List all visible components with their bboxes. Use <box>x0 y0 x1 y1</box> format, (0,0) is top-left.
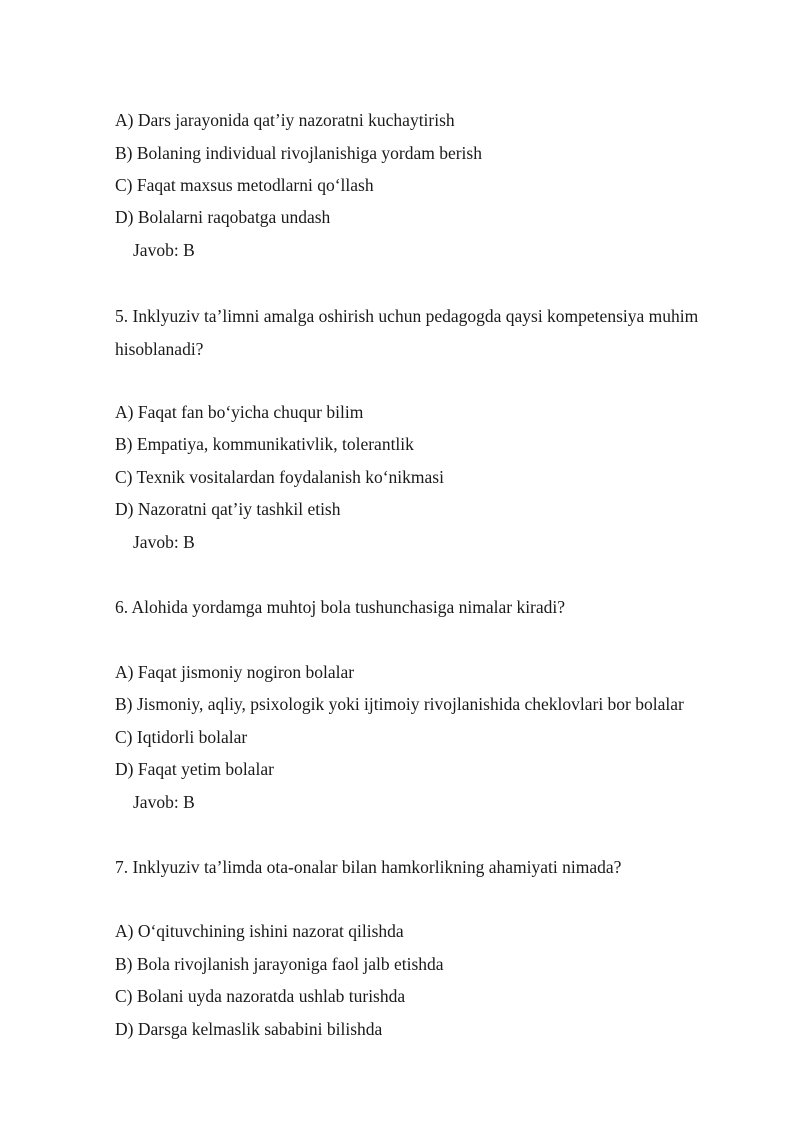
q6-option-b: B) Jismoniy, aqliy, psixologik yoki ijtimoiy rivojlanishida cheklovlari bor bolalar <box>115 694 684 714</box>
q6-question: 6. Alohida yordamga muhtoj bola tushunchasiga nimalar kiradi? <box>115 597 566 617</box>
q5-option-b: B) Empatiya, kommunikativlik, tolerantlik <box>115 434 414 454</box>
q7-option-c: C) Bolani uyda nazoratda ushlab turishda <box>115 986 406 1006</box>
q4-option-d: D) Bolalarni raqobatga undash <box>115 207 331 227</box>
q5-option-c: C) Texnik vositalardan foydalanish ko‘nikmasi <box>115 467 444 487</box>
q5-question-line1: 5. Inklyuziv ta’limni amalga oshirish uchun pedagogda qaysi kompetensiya muhim <box>115 306 699 326</box>
q7-option-a: A) O‘qituvchining ishini nazorat qilishda <box>115 921 404 941</box>
q4-option-c: C) Faqat maxsus metodlarni qo‘llash <box>115 175 374 195</box>
q5-answer: Javob: B <box>133 532 195 552</box>
q7-option-d: D) Darsga kelmaslik sababini bilishda <box>115 1019 383 1039</box>
q6-answer: Javob: B <box>133 792 195 812</box>
q6-option-d: D) Faqat yetim bolalar <box>115 759 274 779</box>
q6-option-a: A) Faqat jismoniy nogiron bolalar <box>115 662 355 682</box>
q6-option-c: C) Iqtidorli bolalar <box>115 727 248 747</box>
q4-answer: Javob: B <box>133 240 195 260</box>
q4-option-b: B) Bolaning individual rivojlanishiga yordam berish <box>115 143 482 163</box>
q5-option-a: A) Faqat fan bo‘yicha chuqur bilim <box>115 402 364 422</box>
q5-option-d: D) Nazoratni qat’iy tashkil etish <box>115 499 341 519</box>
q7-question: 7. Inklyuziv ta’limda ota-onalar bilan hamkorlikning ahamiyati nimada? <box>115 857 622 877</box>
q4-option-a: A) Dars jarayonida qat’iy nazoratni kuchaytirish <box>115 110 455 130</box>
q5-question-line2: hisoblanadi? <box>115 339 204 359</box>
q7-option-b: B) Bola rivojlanish jarayoniga faol jalb etishda <box>115 954 444 974</box>
